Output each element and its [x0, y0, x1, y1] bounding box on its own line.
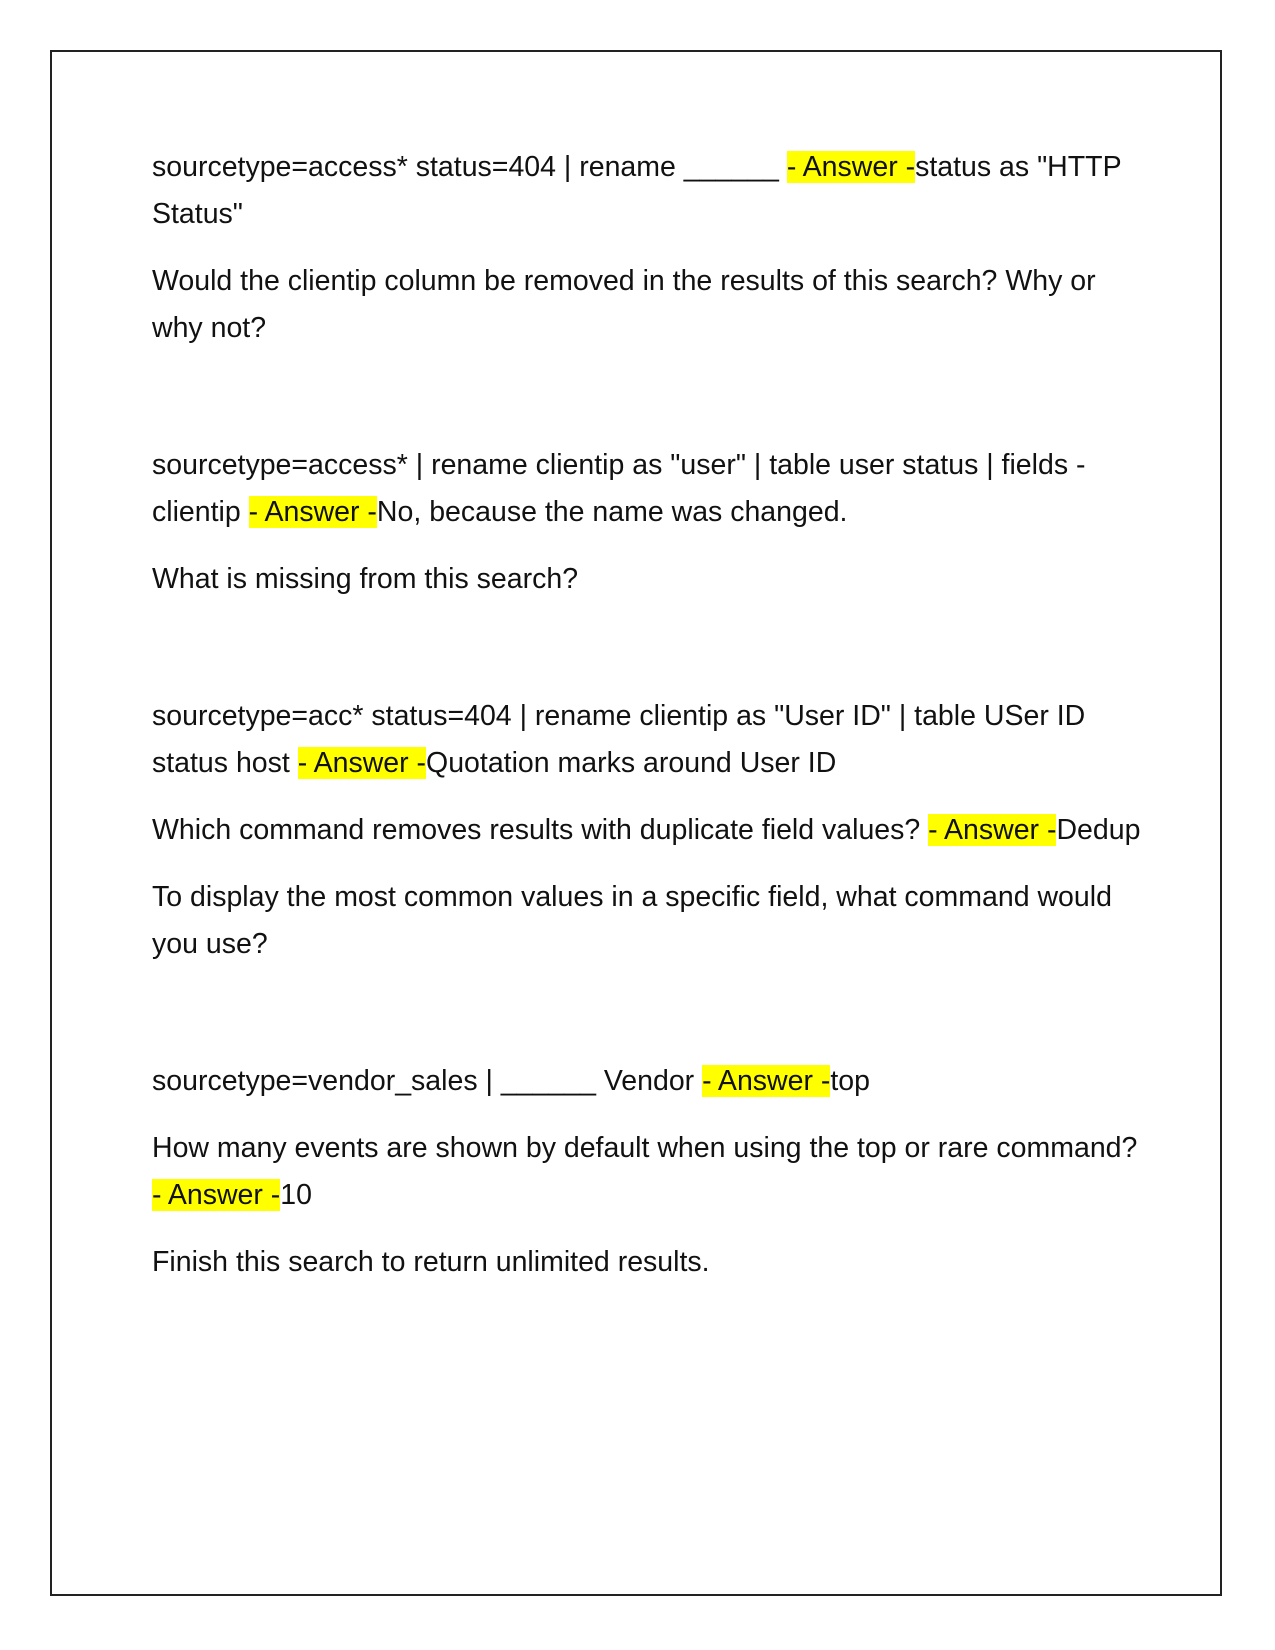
question-text: Which command removes results with duplicate field values?: [152, 814, 929, 846]
question-text: To display the most common values in a specific field, what command would you use?: [152, 881, 1112, 960]
answer-marker: - Answer -: [928, 814, 1057, 846]
qa-item: [152, 556, 1152, 603]
qa-item: [152, 1239, 1152, 1286]
answer-text: top: [830, 1065, 870, 1097]
question-text: What is missing from this search?: [152, 563, 579, 595]
answer-text: 10: [280, 1179, 312, 1211]
qa-item: [152, 807, 1152, 854]
answer-text: Quotation marks around User ID: [426, 747, 837, 779]
question-text: sourcetype=vendor_sales | ______ Vendor: [152, 1065, 703, 1097]
answer-text: No, because the name was changed.: [376, 496, 848, 528]
document-content: [152, 144, 1152, 1306]
question-text: sourcetype=access* status=404 | rename ______: [152, 151, 787, 183]
qa-item: [152, 442, 1152, 536]
question-text: How many events are shown by default when using the top or rare command?: [152, 1132, 1138, 1164]
answer-marker: - Answer -: [152, 1179, 281, 1211]
document-page: [50, 50, 1222, 1596]
answer-text: status as "HTTP Status": [152, 151, 1122, 230]
question-text: sourcetype=acc* status=404 | rename clientip as "User ID" | table USer ID status host: [152, 700, 1086, 779]
answer-marker: - Answer -: [248, 496, 377, 528]
qa-item: [152, 258, 1152, 352]
answer-marker: - Answer -: [702, 1065, 831, 1097]
answer-marker: - Answer -: [786, 151, 916, 183]
qa-item: [152, 874, 1152, 968]
answer-text: Dedup: [1056, 814, 1141, 846]
qa-item: [152, 1058, 1152, 1105]
answer-marker: - Answer -: [297, 747, 427, 779]
qa-item: [152, 1125, 1152, 1219]
qa-item: [152, 144, 1152, 238]
question-text: sourcetype=access* | rename clientip as "user" | table user status | fields - clientip: [152, 449, 1086, 528]
question-text: Finish this search to return unlimited results.: [152, 1246, 710, 1278]
qa-item: [152, 693, 1152, 787]
question-text: Would the clientip column be removed in the results of this search? Why or why not?: [152, 265, 1096, 344]
